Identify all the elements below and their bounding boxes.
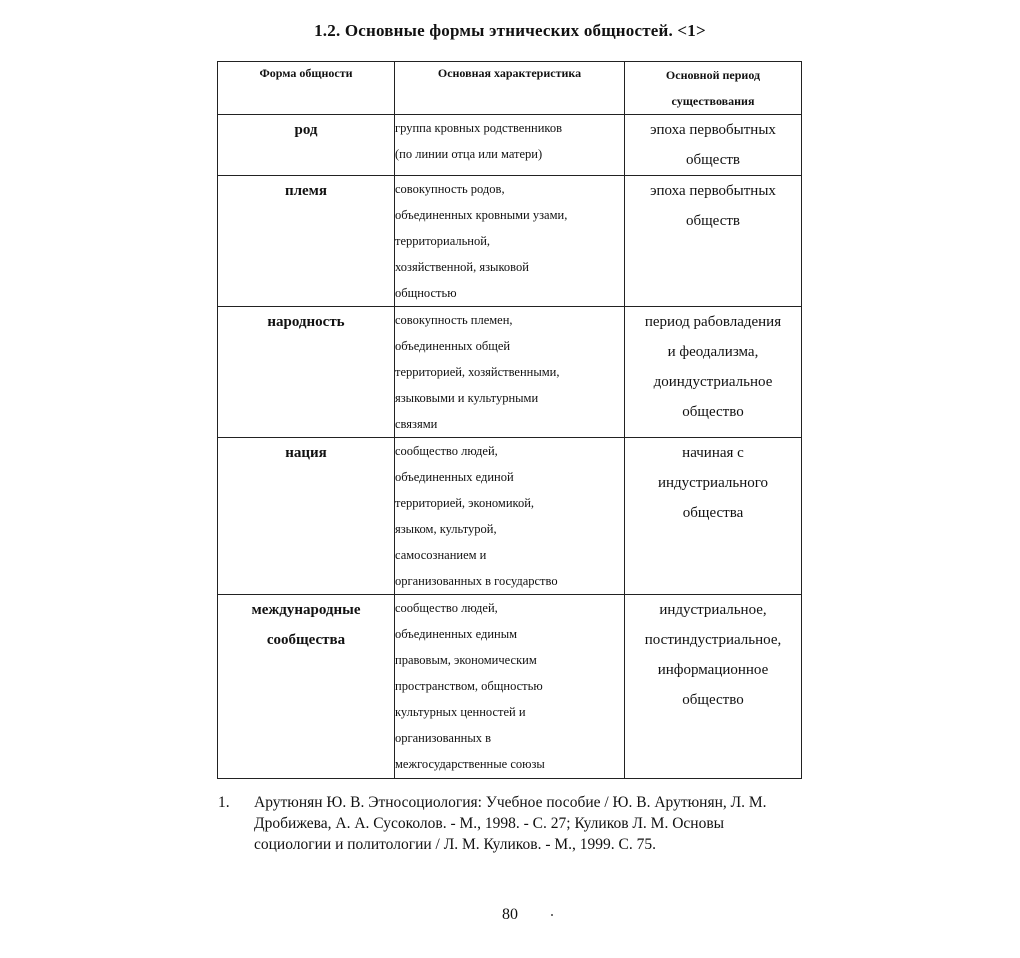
- cell-characteristic-line: территориальной,: [395, 234, 491, 248]
- footnote: [218, 792, 818, 855]
- cell-characteristic-line: языком, культурой,: [395, 522, 497, 536]
- cell-period-line: информационное: [657, 662, 769, 678]
- cell-form-line: сообщества: [266, 632, 346, 648]
- cell-period: [625, 595, 802, 779]
- cell-characteristic-line: объединенных единым: [395, 627, 518, 641]
- table-row: [218, 595, 802, 779]
- cell-form: [218, 115, 395, 176]
- cell-form: [218, 595, 395, 779]
- cell-characteristic-line: языковыми и культурными: [395, 391, 539, 405]
- cell-form: [218, 438, 395, 595]
- scan-speck: [551, 914, 553, 916]
- cell-period-line: начиная с: [682, 445, 744, 461]
- cell-characteristic-line: объединенных кровными узами,: [395, 208, 568, 222]
- cell-characteristic-line: территорией, хозяйственными,: [395, 365, 560, 379]
- page-title: 1.2. Основные формы этнических общностей. <1>: [314, 21, 706, 40]
- cell-form: [218, 307, 395, 438]
- cell-form-line: племя: [284, 183, 328, 199]
- cell-period-line: общества: [682, 505, 744, 521]
- cell-characteristic-line: организованных в: [395, 731, 492, 745]
- cell-characteristic-line: пространством, общностью: [395, 679, 543, 693]
- cell-characteristic-line: культурных ценностей и: [395, 705, 526, 719]
- cell-period-line: обществ: [685, 213, 740, 229]
- cell-period: [625, 307, 802, 438]
- cell-characteristic-line: общностью: [395, 286, 457, 300]
- cell-characteristic: [395, 595, 625, 779]
- cell-period: [625, 115, 802, 176]
- footnote-number: 1.: [218, 794, 230, 811]
- cell-form-line: нация: [285, 445, 327, 461]
- table-row: [218, 115, 802, 176]
- table-row: [218, 438, 802, 595]
- page-number: 80: [502, 906, 518, 923]
- cell-period: [625, 438, 802, 595]
- cell-characteristic: [395, 115, 625, 176]
- cell-characteristic-line: сообщество людей,: [395, 601, 498, 615]
- table-row: [218, 307, 802, 438]
- cell-period-line: эпоха первобытных: [650, 122, 776, 138]
- cell-period: [625, 176, 802, 307]
- cell-characteristic-line: объединенных единой: [395, 470, 514, 484]
- cell-period-line: эпоха первобытных: [650, 183, 776, 199]
- cell-period-line: постиндустриальное,: [644, 632, 782, 648]
- cell-form: [218, 176, 395, 307]
- cell-characteristic-line: группа кровных родственников: [395, 121, 562, 135]
- cell-period-line: общество: [682, 404, 744, 420]
- table-row: [218, 176, 802, 307]
- cell-period-line: доиндустриальное: [653, 374, 773, 390]
- cell-characteristic-line: организованных в государство: [395, 574, 558, 588]
- cell-characteristic-line: совокупность родов,: [395, 182, 505, 196]
- cell-period-line: общество: [682, 692, 744, 708]
- cell-period-line: обществ: [685, 152, 740, 168]
- cell-characteristic-line: правовым, экономическим: [395, 653, 537, 667]
- cell-characteristic-line: совокупность племен,: [395, 313, 513, 327]
- cell-period-line: и феодализма,: [667, 344, 759, 360]
- cell-form-line: народность: [267, 314, 345, 330]
- cell-characteristic: [395, 176, 625, 307]
- cell-characteristic-line: связями: [395, 417, 438, 431]
- header-period: Основной период существования: [625, 62, 802, 115]
- ethnic-communities-table: [217, 61, 802, 779]
- cell-characteristic: [395, 307, 625, 438]
- cell-characteristic-line: объединенных общей: [395, 339, 511, 353]
- table-header-row: [218, 62, 802, 115]
- cell-period-line: индустриального: [657, 475, 769, 491]
- header-form: Форма общности: [218, 62, 395, 115]
- cell-characteristic-line: самосознанием и: [395, 548, 487, 562]
- footnote-text: Арутюнян Ю. В. Этносоциология: Учебное пособие / Ю. В. Арутюнян, Л. М. Дробижева, А. А. Сусоколов. - М., 1998. - С. 27; Куликов Л. М. Основы социологии и политологии / Л. М. Куликов. - М., 1999. С. 75.: [254, 794, 767, 853]
- cell-form-line: международные: [251, 602, 361, 618]
- cell-period-line: период рабовладения: [644, 314, 782, 330]
- header-characteristic: Основная характеристика: [395, 62, 625, 115]
- cell-characteristic-line: хозяйственной, языковой: [395, 260, 529, 274]
- cell-characteristic-line: сообщество людей,: [395, 444, 498, 458]
- cell-period-line: индустриальное,: [659, 602, 767, 618]
- cell-characteristic-line: территорией, экономикой,: [395, 496, 535, 510]
- cell-characteristic: [395, 438, 625, 595]
- cell-form-line: род: [294, 122, 318, 138]
- cell-characteristic-line: (по линии отца или матери): [395, 147, 543, 161]
- cell-characteristic-line: межгосударственные союзы: [395, 757, 545, 771]
